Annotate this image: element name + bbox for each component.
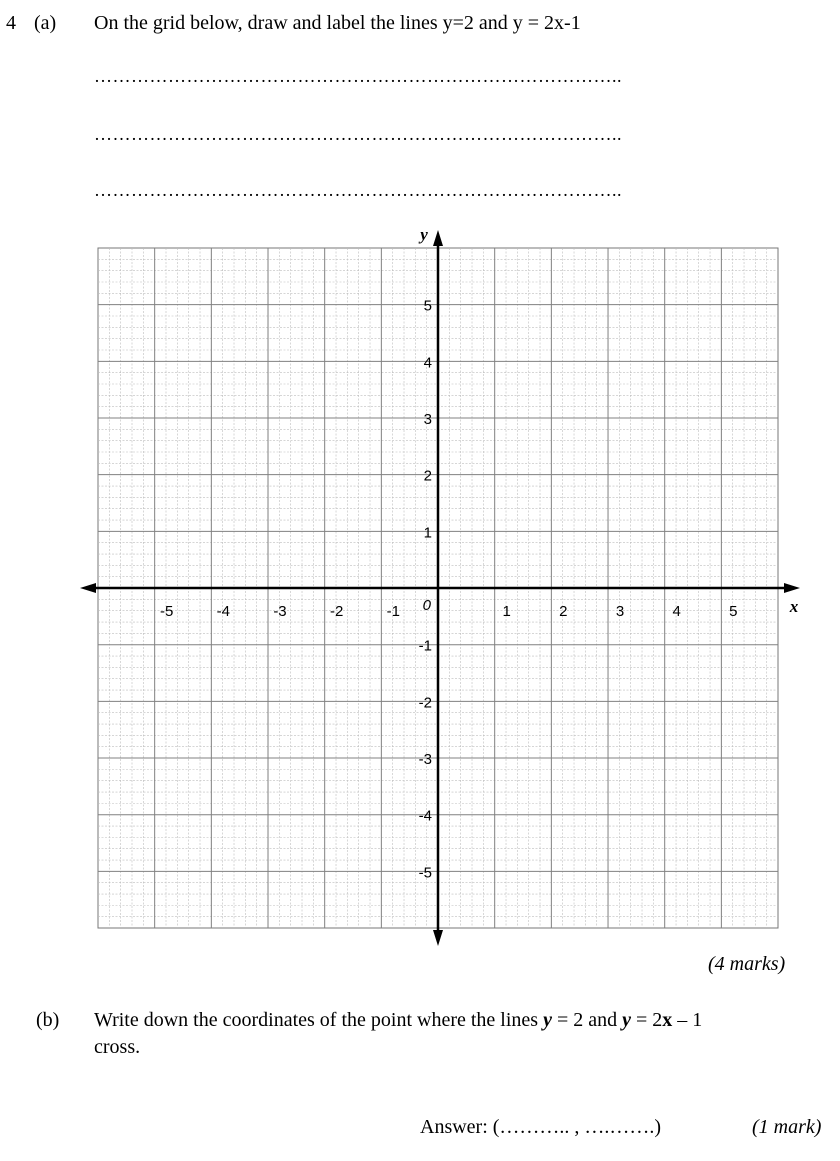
x-tick-label: 5	[729, 603, 738, 620]
x-tick-label: -2	[329, 603, 344, 620]
y-tick-label: -1	[418, 637, 432, 655]
var-y: y	[543, 1009, 552, 1031]
eq-part: = 2 and	[551, 1009, 623, 1031]
y-tick-label: 2	[423, 467, 432, 485]
x-tick-label: 1	[502, 603, 511, 620]
y-tick-label: 4	[423, 354, 432, 372]
part-b-label: (b)	[36, 1009, 60, 1031]
x-tick-label: 2	[559, 603, 568, 620]
y-axis-arrow-down-icon	[433, 930, 443, 946]
answer-line-3[interactable]: …………………………………………………………………………..	[94, 180, 622, 200]
x-tick-label: 3	[615, 603, 625, 620]
x-tick-label: -3	[273, 603, 287, 620]
part-a-label: (a)	[34, 12, 57, 34]
answer-line-2[interactable]: …………………………………………………………………………..	[94, 124, 622, 144]
part-b-text-line2: cross.	[94, 1036, 141, 1058]
x-tick-label: 4	[672, 603, 681, 620]
x-axis-arrow-right-icon	[784, 583, 800, 593]
y-tick-label: -5	[418, 864, 432, 882]
y-axis-arrow-up-icon	[433, 230, 443, 246]
origin-label: 0	[422, 597, 431, 614]
part-a-instruction: On the grid below, draw and label the lines y=2 and y = 2x-1	[94, 12, 581, 34]
part-b-text: Write down the coordinates of the point where the lines	[94, 1009, 544, 1031]
y-tick-label: 3	[423, 410, 432, 428]
y-tick-label: 5	[423, 297, 432, 315]
var-x: x	[662, 1009, 673, 1031]
y-tick-label: -4	[418, 807, 432, 825]
y-axis-label: y	[420, 225, 428, 244]
eq-part: – 1	[672, 1009, 703, 1031]
y-tick-label: 1	[423, 524, 432, 542]
part-b-instruction	[94, 1009, 702, 1032]
x-tick-label: -4	[216, 603, 230, 620]
var-y: y	[622, 1009, 631, 1031]
part-b-marks: (1 mark)	[752, 1116, 822, 1138]
x-axis-arrow-left-icon	[80, 583, 96, 593]
part-b-answer[interactable]: Answer: (……….. , ….…….)	[420, 1116, 662, 1138]
part-a-marks: (4 marks)	[708, 953, 786, 975]
x-tick-label: -1	[386, 603, 401, 620]
y-tick-label: -2	[418, 694, 432, 712]
question-number: 4	[6, 12, 16, 34]
x-axis-label: x	[789, 597, 799, 616]
x-tick-label: -5	[159, 603, 174, 620]
eq-part: = 2	[631, 1009, 663, 1031]
y-tick-label: -3	[418, 751, 432, 769]
answer-line-1[interactable]: …………………………………………………………………………..	[94, 66, 622, 86]
